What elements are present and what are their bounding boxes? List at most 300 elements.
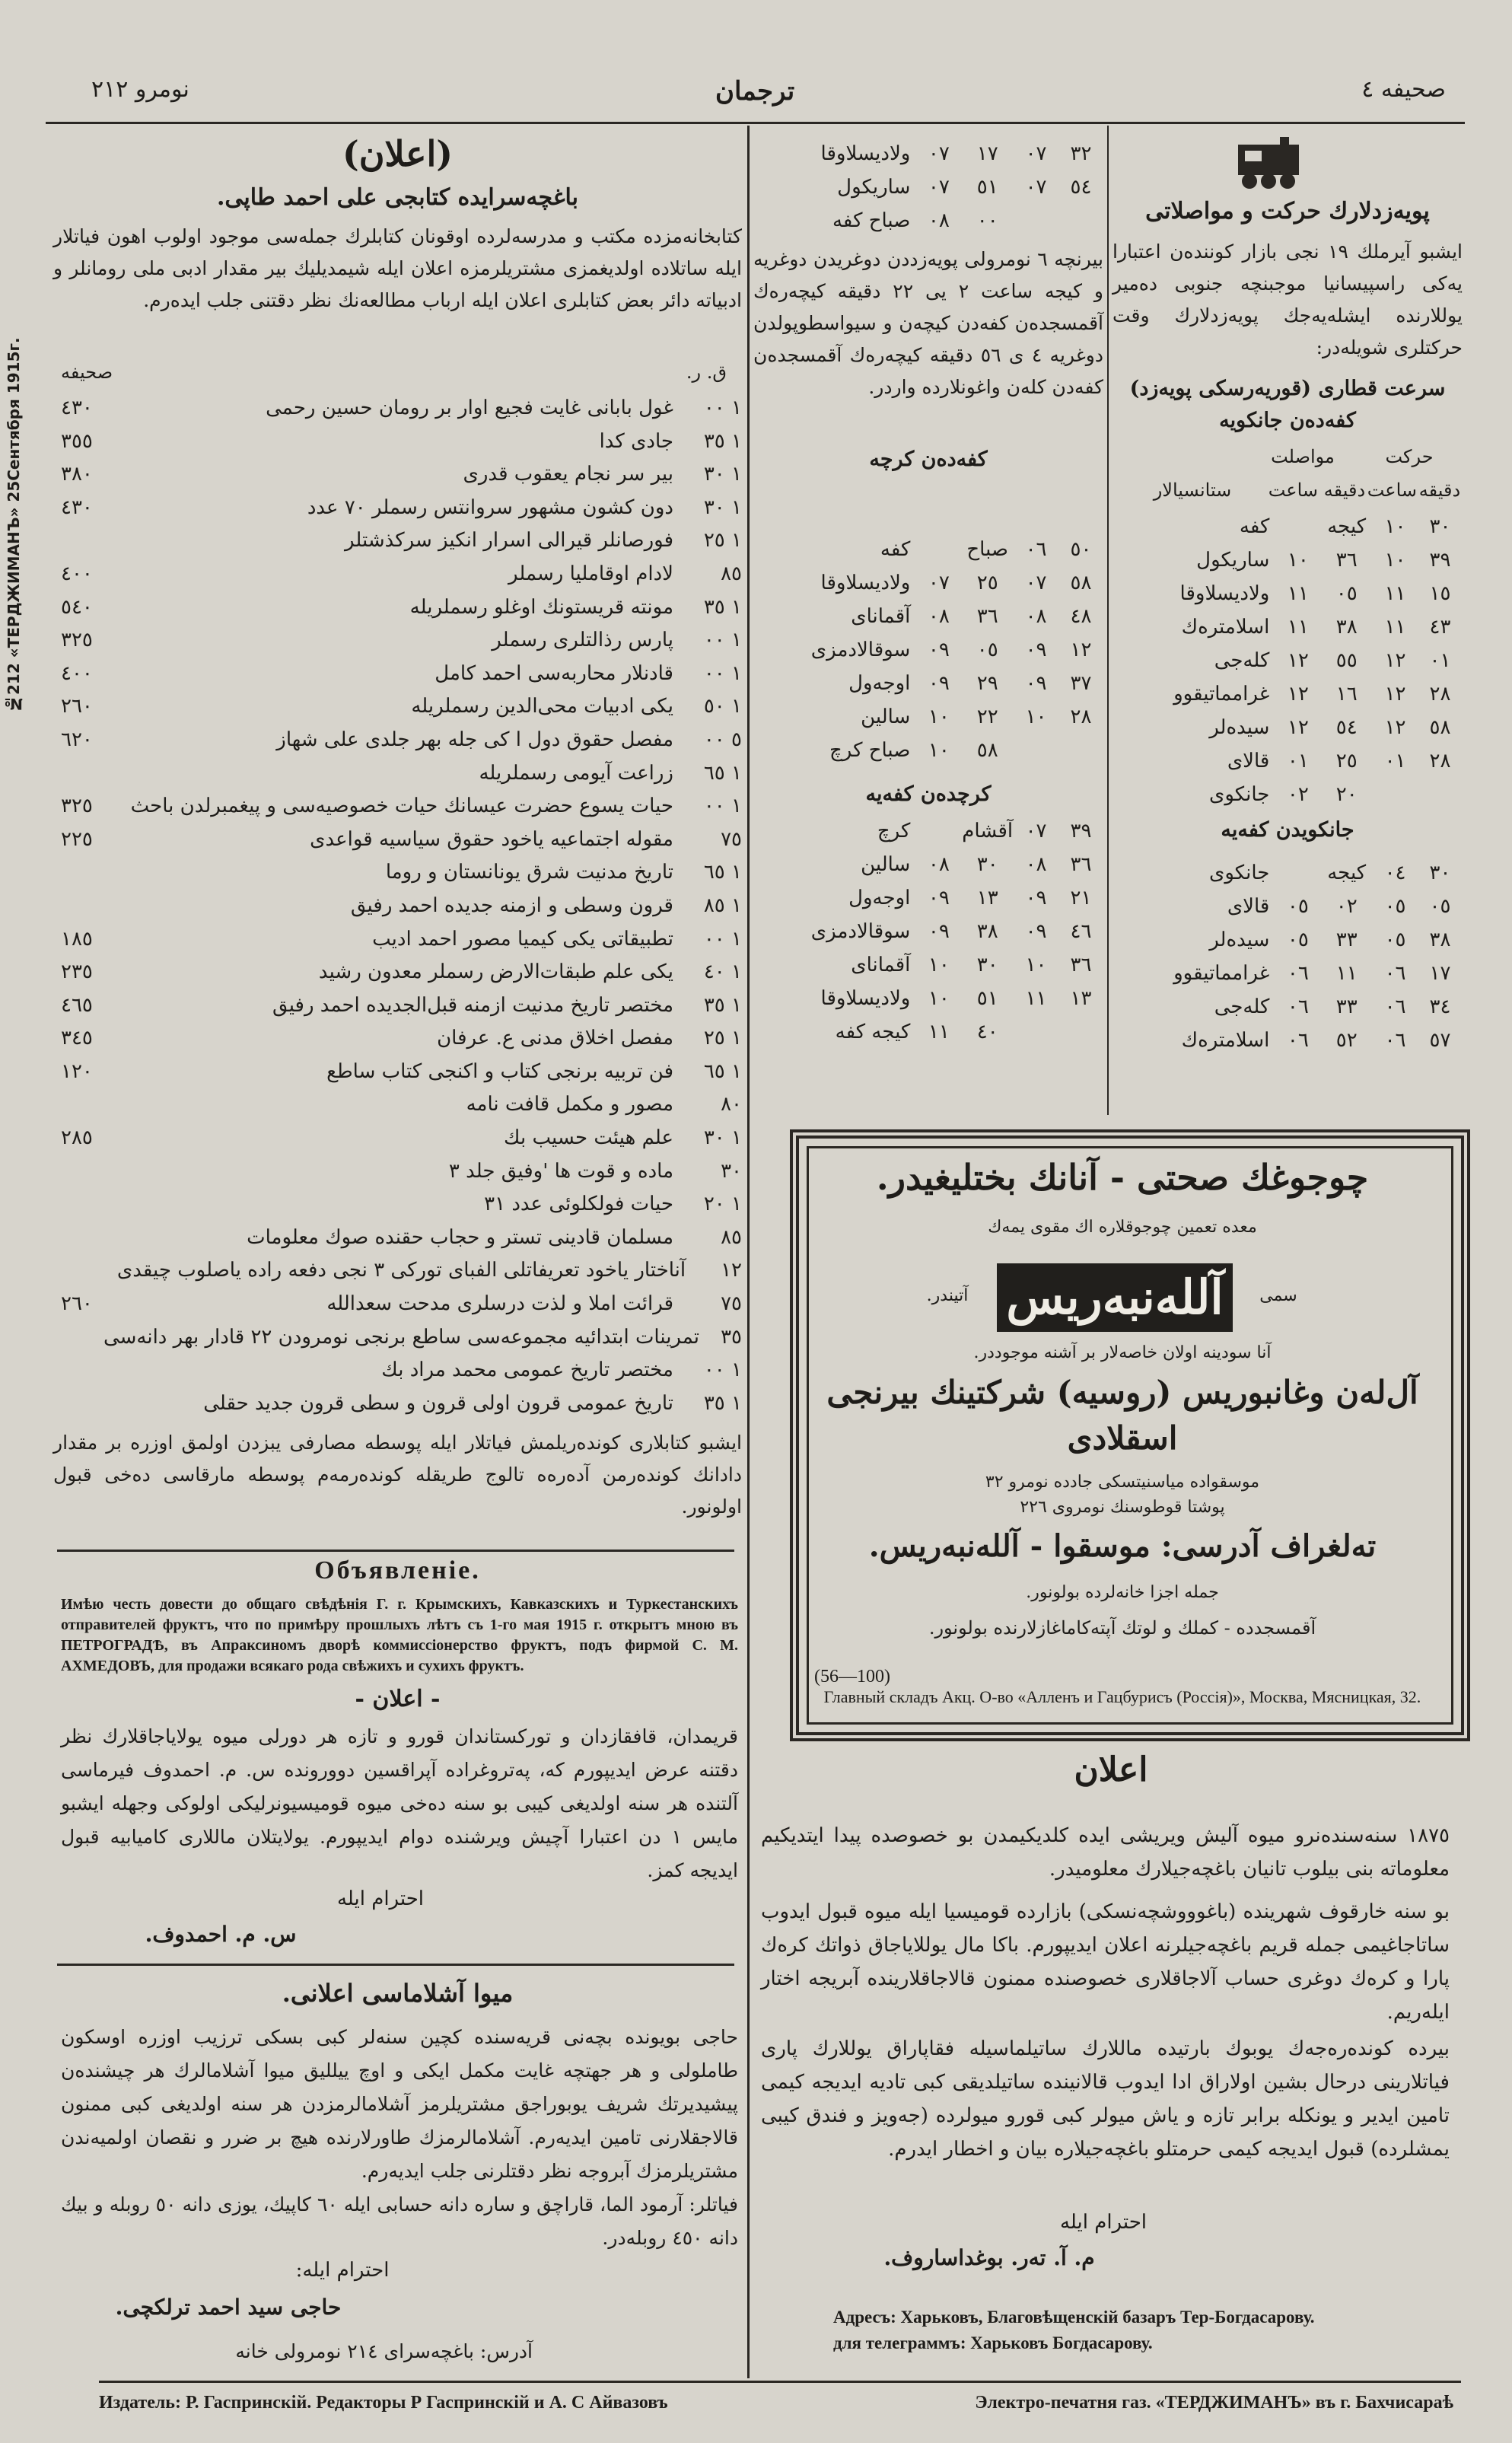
station-name: کلەجی (1214, 995, 1270, 1018)
time-cell: ٠٩ (1025, 920, 1047, 943)
books-ad-subtitle: باغچەسرایدە کتابجی علی احمد طاپی. (216, 184, 579, 211)
grape-ad-para2: بو سنه خارقوف شهرینده (باغوووشچەنسکی) بازارده قومیسیا ایله میوه قبول ایدوب ساتاجاغیمی جمله قریم باغچەجیلرنه اعلان ایدیپورم. باکا مال یوللایاجاق ذواتك کرەك پارا و کرەك دوغری حساب آلاجاقلاری خصوصنده ممنون قالاجاقلاریندە آبریجه اختار ایلەریم. (761, 1900, 1450, 2024)
time-cell: ٠٩ (1025, 672, 1047, 695)
book-row (53, 492, 742, 525)
book-title: دون کشون مشهور سروانتس رسملر ٧٠ عدد (307, 495, 673, 519)
time-cell: ٣٠ (1429, 515, 1451, 538)
section1-rows (1113, 510, 1463, 811)
time-cell: ٣٦ (1070, 853, 1092, 876)
timetable-row (1113, 990, 1463, 1024)
book-title: بیر سر نجام یعقوب قدری (463, 463, 673, 486)
footer-rule (99, 2381, 1461, 2383)
book-row (53, 790, 742, 823)
time-cell: ٥٨ (1070, 572, 1092, 594)
book-pages (53, 1354, 129, 1387)
time-cell: ٠٢ (1287, 783, 1309, 806)
book-row (53, 558, 742, 591)
page-header (46, 68, 1461, 114)
time-cell: ١٣ (976, 887, 998, 909)
book-title: پارس رذالتلری رسملر (492, 629, 673, 652)
grape-ad-address-ru2: для телеграммъ: Харьковъ Богдасарову. (833, 2333, 1153, 2352)
time-cell: ٤٨ (1070, 605, 1092, 628)
graft-ad-prices: فیاتلر: آرمود الما، قاراچق و ساره دانه حسابی ایله ٦٠ کاپیك، یوزی دانه ٥٠ روبله و بیك دانه ٤٥٠ روبلەدر. (61, 2193, 738, 2249)
books-ad-title: (اعلان) (342, 133, 453, 174)
time-cell: ٣٦ (1070, 954, 1092, 976)
time-cell (916, 533, 961, 566)
time-cell: ٠٧ (1025, 572, 1047, 594)
time-cell: ٠٦ (1287, 995, 1309, 1018)
book-title: علم هیئت حسیب بك (504, 1126, 673, 1150)
book-title: تاریخ عمومی قرون اولی قرون و سطی قرون جدید حقلی (203, 1391, 673, 1415)
time-cell: ٠٦ (1287, 962, 1309, 985)
time-cell: ٠٢ (1335, 895, 1358, 918)
book-pages (53, 1222, 129, 1255)
book-pages: ٣٥٥ (61, 429, 93, 453)
book-row (53, 1088, 742, 1122)
book-title: قادنلار محاربەسی احمد کامل (435, 661, 673, 685)
time-cell: ٠٩ (928, 672, 950, 695)
book-pages: ٢٨٥ (61, 1126, 93, 1150)
time-cell: ٢٥ (976, 572, 998, 594)
time-cell: ٥٧ (1429, 1029, 1451, 1052)
timetable-row (753, 948, 1103, 982)
book-title: مسلمان قادینی تستر و حجاب حقنده صوك معلومات (247, 1225, 673, 1249)
russian-ad-body: Имѣю честь довести до общаго свѣдѣнія Г. г. Крымскихъ, Кавказскихъ и Туркестанскихъ отправителей фруктъ, что по примѣру прошлыхъ лѣтъ съ 1-го мая 1915 г. открытъ мною въ ПЕТРОГРАДѢ, въ Апраксиномъ дворѣ коммиссіонерство фруктъ, подъ фирмой С. М. АХМЕДОВЪ, для продажи всякаго рода свѣжихъ и сухихъ фруктъ. (61, 1596, 738, 1674)
ad-subline: معده تعمین چوجوقلارە اك مقوی یمەك (988, 1218, 1257, 1237)
time-cell: ١٢ (1287, 716, 1309, 739)
fruit-ad-signature: س. م. احمدوف. (145, 1922, 297, 1947)
book-pages: ٤٣٠ (61, 495, 93, 519)
grape-ad-closing: احترام ایله (1059, 2211, 1148, 2234)
book-price: ١ ٨٥ (703, 893, 742, 917)
subheader-cell: دقیقه (1418, 479, 1461, 501)
grape-ad-address-ru1: Адресъ: Харьковъ, Благовѣщенскій базаръ Тер-Богдасарову. (833, 2308, 1315, 2327)
time-cell: ٠٨ (1025, 853, 1047, 876)
book-row (53, 690, 742, 724)
timetable-row (753, 848, 1103, 881)
time-cell (1058, 1015, 1103, 1049)
books-ad-col-labels (53, 362, 742, 392)
book-title: لادام اوقاملیا رسملر (508, 562, 673, 585)
book-title: مصور و مکمل قافت نامه (466, 1093, 673, 1116)
time-cell: ١٧ (976, 142, 998, 165)
time-cell: ١١ (1384, 582, 1406, 605)
time-cell: ٣٦ (976, 605, 998, 628)
timetable-row (1113, 744, 1463, 778)
time-cell: ٠٥ (1335, 582, 1358, 605)
timetable-row (753, 700, 1103, 734)
book-price: ٧٥ (721, 827, 742, 851)
book-row (53, 524, 742, 558)
station-name: ولادیسلاوقا (820, 572, 911, 594)
time-cell: ٠٨ (928, 605, 950, 628)
station-name: ولادیسلاوقا (820, 142, 911, 165)
time-cell: ٠٨ (1025, 605, 1047, 628)
time-cell: ٣٣ (1335, 995, 1358, 1018)
time-cell: ١١ (1025, 987, 1047, 1010)
book-price: ١ ٣٠ (703, 1126, 742, 1150)
graft-ad-body: حاجی بویونده بچەنی قریەسندە کچین سنەلر کبی بسکی ترزیب اوزرە اوسکون طاملولی و هر جهتچە غایت مکمل ایکی و اوچ ییللیق میوا آشلامالرك هر چیشندەن پیشیدیرتك شریف یوبوراجق مشتریلرمز آشلامالرمزدن هر سنه اولدیغی کبی ممنون قالاجقلارنی تامین ایدیەرم. آشلامالرمزك طاورلارندە هیچ بر ضرر و نقصان اولمیەندن مشتریلرمزك آبروجه نظر دقتلرنی جلب ایدیەرم. (61, 2026, 738, 2182)
ad-headline: چوجوغك صحتی - آنانك بختلیغیدر. (876, 1157, 1369, 1198)
book-price: ١ ٢٥ (703, 529, 742, 553)
book-pages: ٣٢٥ (61, 629, 93, 652)
page-footer (99, 2393, 1453, 2423)
book-row (53, 1155, 742, 1189)
book-row (53, 989, 742, 1023)
time-cell: ٢٨ (1429, 750, 1451, 772)
grape-ad-title: اعلان (1074, 1750, 1148, 1789)
time-cell: ١٦ (1335, 683, 1358, 706)
book-price: ٨٥ (721, 1225, 742, 1249)
fruit-ad-closing: احترام ایله (336, 1887, 425, 1910)
time-cell: کیجه (1327, 862, 1367, 884)
book-title: تمرینات ابتدائیه مجموعەسی ساطع برنجی نومرودن ٢٢ قادار بهر دانەسی (103, 1325, 700, 1349)
time-cell: ٥١ (976, 176, 998, 199)
book-row (53, 591, 742, 625)
book-price: ١ ٢٠ (703, 1193, 742, 1216)
timetable-title: پویەزدلارك حرکت و مواصلاتی (1145, 198, 1430, 225)
book-row (53, 956, 742, 989)
time-cell: ١٣ (1070, 987, 1092, 1010)
book-price: ٧٥ (721, 1292, 742, 1316)
ad-code: (56—100) (814, 1667, 890, 1687)
station-name: سوقالادمزی (810, 639, 911, 661)
locomotive-icon (1234, 137, 1303, 190)
station-name: اوجەول (848, 887, 911, 909)
graft-ad-closing: احترام ایله: (295, 2259, 390, 2282)
time-cell: ٠٥ (976, 639, 998, 661)
time-cell: ٠٩ (1025, 639, 1047, 661)
station-name: کفه (880, 538, 911, 561)
time-cell: ٠٧ (928, 142, 950, 165)
books-ad-footer: ایشبو کتابلاری کوندەریلمش فیاتلار ایلە پوسطه مصارفی یبزدن اولمق اوزرە بر مقدار دادانك کوندەرمن آدەرەه تالوج طریقله کوندەرمەم پوسطه مارقاسی دەخی قبول اولونور. (53, 1432, 742, 1518)
book-pages (53, 1321, 103, 1355)
station-name: کفه (1239, 515, 1270, 538)
time-cell: ١٠ (1384, 515, 1406, 538)
book-price: ١ ٠٠ (703, 1358, 742, 1382)
station-name: سالین (861, 853, 911, 876)
book-row (53, 1254, 742, 1288)
time-cell: آقشام (962, 820, 1014, 842)
time-cell: ١٠ (1384, 549, 1406, 572)
time-cell: ٥٨ (976, 739, 998, 762)
book-title: زراعت آیومی رسملریله (479, 761, 673, 785)
time-cell: ٣٦ (1335, 549, 1358, 572)
books-ad-bottom-rule (57, 1550, 734, 1552)
book-title: مونته قریستونك اوغلو رسملریله (409, 595, 673, 619)
book-pages (53, 856, 129, 890)
time-cell: ٤٣ (1429, 616, 1451, 639)
book-price: ٨٠ (721, 1093, 742, 1116)
book-title: تاریخ مدنیت شرق یونانستان و روما (385, 861, 673, 884)
graft-ad-signature: حاجی سید احمد ترلکچی. (115, 2295, 342, 2320)
book-row (53, 392, 742, 425)
time-cell: ١١ (1384, 616, 1406, 639)
time-cell: ٠٥ (1429, 895, 1451, 918)
station-name: ساریکول (837, 176, 911, 199)
book-row (53, 1022, 742, 1056)
book-price: ٣٥ (721, 1325, 742, 1349)
time-cell: ٠٧ (1025, 176, 1047, 199)
section1-subheader (1113, 473, 1463, 507)
subheader-cell: ساعت (1268, 479, 1318, 501)
timetable-row (1113, 957, 1463, 990)
book-row (53, 1288, 742, 1321)
ad-named-label: سمی (1259, 1286, 1297, 1305)
book-pages: ١٨٥ (61, 927, 93, 951)
time-cell (1014, 204, 1058, 237)
book-pages: ٢٣٥ (61, 960, 93, 984)
time-cell: ١١ (928, 1021, 950, 1043)
book-pages (53, 890, 129, 923)
book-price: ١ ٠٠ (703, 629, 742, 652)
book-title: آناختار یاخود تعریفاتلی الفبای تورکی ٣ نجی دفعه راده یاصلوب چیقدی (116, 1259, 686, 1282)
time-cell: ٠٩ (928, 920, 950, 943)
time-cell: ١٠ (928, 987, 950, 1010)
time-cell: ٠٩ (928, 887, 950, 909)
time-cell: ٠٥ (1287, 895, 1309, 918)
timetable-row (753, 600, 1103, 633)
time-cell (1058, 734, 1103, 767)
time-cell: ٠٦ (1384, 1029, 1406, 1052)
book-row (53, 658, 742, 691)
book-title: حیات فولکلوئی عدد ٣١ (484, 1193, 673, 1216)
timetable-row (1113, 510, 1463, 543)
spine-margin-text: №212 «ТЕРДЖИМАНЪ» 25Сентября 1915г. (5, 337, 23, 713)
time-cell: ٣٣ (1335, 928, 1358, 951)
timetable-row (1113, 543, 1463, 577)
book-row (53, 458, 742, 492)
book-title: قرائت املا و لذت درسلری مدحت سعدالله (326, 1292, 673, 1316)
book-pages: ٢٦٠ (61, 1292, 93, 1316)
column-divider (747, 126, 750, 2378)
book-price: ١ ٠٠ (703, 397, 742, 419)
section3-rows (753, 533, 1103, 767)
time-cell: ٠٧ (928, 176, 950, 199)
timetable-row (753, 170, 1103, 204)
time-cell: ١٠ (928, 706, 950, 728)
book-price: ١ ٥٠ (703, 695, 742, 718)
time-cell: ٠٧ (928, 572, 950, 594)
fruit-ad-title: - اعلان - (355, 1686, 441, 1712)
book-row (53, 1056, 742, 1089)
ad-telegraph: تەلغراف آدرسی: موسقوا - آللەنبەریس. (868, 1528, 1377, 1564)
timetable-row (1113, 677, 1463, 711)
time-cell (1058, 204, 1103, 237)
book-row (53, 757, 742, 791)
header-rule (46, 122, 1465, 124)
book-price: ١ ٣٠ (703, 495, 742, 519)
book-row (53, 890, 742, 923)
time-cell: ١٥ (1429, 582, 1451, 605)
book-title: ماده و قوت ها 'وفیق جلد ٣ (448, 1159, 673, 1183)
section3-title: کفەدەن کرچە (869, 448, 988, 471)
book-row (53, 1354, 742, 1387)
book-row (53, 823, 742, 857)
book-price: ١٢ (721, 1259, 742, 1282)
time-cell: ٢١ (1070, 887, 1092, 909)
section1-header (1113, 440, 1463, 473)
time-cell: ٢٥ (1335, 750, 1358, 772)
time-cell: ٣٨ (1335, 616, 1358, 639)
arrival-head: مواصلت (1271, 446, 1335, 467)
timetable-right (1113, 129, 1463, 1119)
timetable-row (1113, 711, 1463, 744)
timetable-row (1113, 923, 1463, 957)
section2-title: جانکویدن کفەیە (1221, 818, 1354, 842)
time-cell: ٣٩ (1070, 820, 1092, 842)
timetable-row (753, 566, 1103, 600)
book-pages: ٥٤٠ (61, 595, 93, 619)
station-name: صباح کفه (832, 209, 911, 232)
printer-line: Электро-печатня газ. «ТЕРДЖИМАНЪ» въ г. Бахчисараѣ (975, 2393, 1453, 2413)
book-pages: ٤٦٥ (61, 993, 93, 1017)
timetable-row (753, 137, 1103, 170)
ad-note2: جمله اجزا خانه‌لرده بولونور. (1026, 1583, 1219, 1602)
ad-russian-footer: Главный складъ Акц. О-во «Алленъ и Гацбурисъ (Россія)», Москва, Мясницкая, 32. (823, 1687, 1421, 1706)
time-cell: ٥٤ (1335, 716, 1358, 739)
time-cell: ١٧ (1429, 962, 1451, 985)
book-pages: ٣٢٥ (61, 795, 93, 818)
book-price: ٥ ٠٠ (703, 728, 742, 751)
grape-ad-signature: م. آ. تەر. بوغداساروف. (883, 2245, 1095, 2270)
grape-ad-para3: بیرده کوندەرەجەك یوبوك بارتیده ماللارك ساتیلماسیله فقاپاراق یوللارك پاری فیاتلارینی درحال بشین اولاراق ادا ایدوب قالانینده ساتیلدیقی کبی تادیه ایدیجه کیمی تامین ایدیر و یونکله برابر تازه و یاش میولر کبی قورو میولرده (جەویز و فندق کیبی یمشلرده) قبول ایدیجه کیمی حرمتلو باغچەجیلاره بیان و اخطار ایدرم. (761, 2037, 1450, 2161)
timetable-row (1113, 577, 1463, 610)
book-row (53, 425, 742, 459)
time-cell (1418, 778, 1463, 811)
time-cell: ٠١ (1287, 750, 1309, 772)
time-cell: ١٠ (928, 954, 950, 976)
time-cell: ١٢ (1384, 683, 1406, 706)
time-cell: صباح (966, 538, 1009, 561)
publisher-line: Издатель: Р. Гаспринскій. Редакторы Р Гаспринскій и А. С Айвазовъ (99, 2393, 668, 2413)
time-cell: ٠٧ (1025, 142, 1047, 165)
book-row (53, 856, 742, 890)
issue-number-label: نومرو ٢١٢ (91, 76, 189, 103)
ad-note3: آقمسجدده - کملك و لوتك آپتەکاماغازلارنده بولونور. (928, 1617, 1316, 1639)
book-price: ١ ٦٥ (703, 761, 742, 785)
book-price: ١ ٤٠ (703, 960, 742, 984)
time-cell (1275, 856, 1320, 890)
mid-top-rows (753, 137, 1103, 237)
timetable-row (1113, 890, 1463, 923)
time-cell: ١٠ (1287, 549, 1309, 572)
timetable-row (1113, 1024, 1463, 1057)
book-pages (53, 1387, 129, 1421)
time-cell: ٣٠ (1429, 862, 1451, 884)
time-cell: ٥٥ (1335, 649, 1358, 672)
book-row (53, 1222, 742, 1255)
time-cell: ١١ (1287, 582, 1309, 605)
timetable-row (753, 1015, 1103, 1049)
ad-address2: پوشتا قوطوسنك نومروی ٢٢٦ (1020, 1498, 1225, 1517)
book-title: قرون وسطی و ازمنه جدیده احمد رفیق (350, 893, 673, 917)
book-pages (53, 1155, 129, 1189)
book-pages (53, 757, 129, 791)
time-cell (1014, 1015, 1058, 1049)
book-pages: ٤٠٠ (61, 562, 93, 585)
ad-note: آنا سودینە اولان خاصەلار بر آشنه موجوددر. (973, 1343, 1272, 1362)
ad-address1: موسقواده میاسنیتسکی جادده نومرو ٣٢ (985, 1473, 1260, 1492)
time-cell: ١٢ (1384, 716, 1406, 739)
book-pages (53, 524, 129, 558)
time-cell: ٠٥ (1384, 928, 1406, 951)
book-pages: ٤٣٠ (61, 397, 93, 419)
time-cell: ٠٤ (1384, 862, 1406, 884)
station-name: غرامماتیقوو (1173, 683, 1270, 706)
book-title: فن تربیه برنجی کتاب و اکنجی کتاب ساطع (326, 1059, 673, 1083)
station-name: سیدەلر (1209, 716, 1270, 739)
book-pages (53, 1088, 129, 1122)
time-cell: ١٠ (928, 739, 950, 762)
book-pages: ٢٢٥ (61, 827, 93, 851)
book-title: تطبیقاتی یکی کیمیا مصور احمد ادیب (372, 927, 673, 951)
book-title: فورصانلر قیرالی اسرار انکیز سرکذشتلر (345, 529, 673, 553)
station-name: اوجەول (848, 672, 911, 695)
time-cell: ٥٠ (1070, 538, 1092, 561)
book-title: یکی ادبیات محی‌الدین رسملریله (411, 695, 673, 718)
time-cell: ٣٠ (976, 853, 998, 876)
time-cell: ٠٦ (1287, 1029, 1309, 1052)
book-title: غول بابانی غایت فجیع اوار بر رومان حسین رحمی (266, 397, 673, 419)
book-pages: ٣٤٥ (61, 1027, 93, 1050)
station-name: سوقالادمزی (810, 920, 911, 943)
book-row (53, 1122, 742, 1155)
time-cell: ١٢ (1070, 639, 1092, 661)
book-price: ١ ٦٥ (703, 1059, 742, 1083)
graft-ad-address: آدرس: باغچەسرای ٢١٤ نومرولی خانه (235, 2340, 533, 2362)
time-cell: ٣٨ (1429, 928, 1451, 951)
section2-rows (1113, 856, 1463, 1057)
time-cell: ٠٩ (1025, 887, 1047, 909)
time-cell: ٥١ (976, 987, 998, 1010)
timetable-row (1113, 778, 1463, 811)
time-cell: ١٠ (1025, 706, 1047, 728)
section4-title: کرچدەن کفەیە (865, 782, 992, 806)
book-title: مختصر تاریخ عمومی محمد مراد بك (381, 1358, 673, 1382)
timetable-row (753, 982, 1103, 1015)
station-name: قالای (1227, 750, 1270, 772)
timetable-row (753, 915, 1103, 948)
book-title: جادی کدا (599, 429, 673, 453)
timetable-row (753, 633, 1103, 667)
station-name: غرامماتیقوو (1173, 962, 1270, 985)
time-cell: ٠٧ (1025, 820, 1047, 842)
time-cell: ٤٦ (1070, 920, 1092, 943)
station-name: آقمانای (851, 605, 911, 628)
pages-col-label: صحیفه (61, 362, 113, 383)
book-price: ٨٥ (721, 562, 742, 585)
station-name: اسلامترەك (1181, 1029, 1270, 1052)
timetable-row (753, 881, 1103, 915)
station-name: کلەجی (1214, 649, 1270, 672)
station-name: ولادیسلاوقا (820, 987, 911, 1010)
station-name: جانکوی (1208, 862, 1270, 884)
station-name: سیدەلر (1209, 928, 1270, 951)
time-cell (1373, 778, 1418, 811)
grape-ad-para1: ١٨٧٥ سنەسندەنرو میوه آلیش ویریشی ایده کلدیکیمدن بو خصوصده پیدا ایتدیکیم معلوماته بنی بیلوب تانیان باغچەجیلارك معلومیدر. (761, 1824, 1450, 1881)
section1-title: سرعت قطاری (قوریەرسکی پویەزد) کفەدەن جانکویە (1129, 377, 1446, 432)
subheader-cell: ستانسیالار (1153, 479, 1232, 501)
book-title: مفصل حقوق دول ا کی جله بهر جلدی علی شهاز (276, 728, 673, 751)
timetable-row (753, 204, 1103, 237)
section4-rows (753, 814, 1103, 1049)
book-title: مختصر تاریخ مدنیت ازمنه قبل‌الجدیده احمد رفیق (272, 993, 673, 1017)
time-cell: ٠٠ (976, 209, 998, 232)
book-price: ١ ٠٠ (703, 795, 742, 818)
book-title: حیات یسوع حضرت عیسانك حیات خصوصیەسی و پیغمبرلدن باحث (130, 795, 673, 818)
time-cell: ٠١ (1429, 649, 1451, 672)
